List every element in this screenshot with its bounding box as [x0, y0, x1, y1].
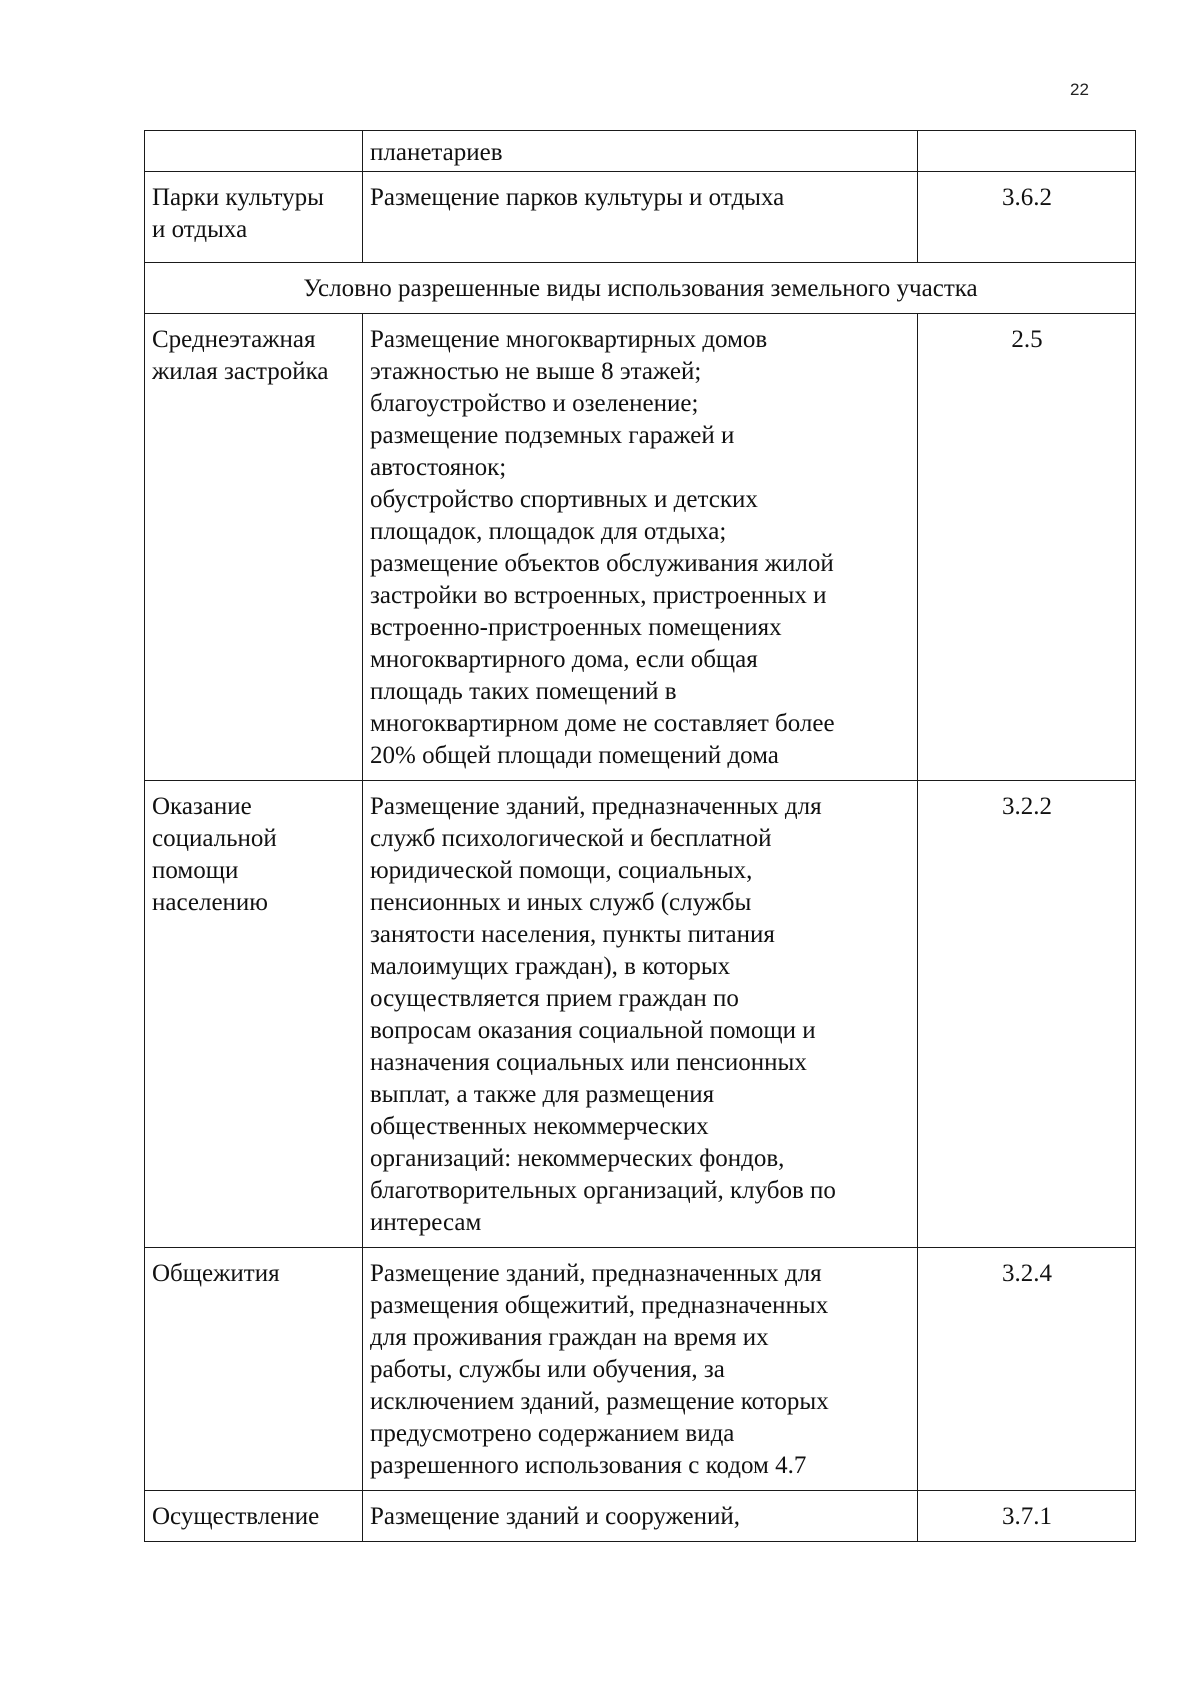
description-line: размещение подземных гаражей и	[370, 422, 735, 449]
description-line: встроенно-пристроенных помещениях	[370, 614, 782, 641]
description-line: благотворительных организаций, клубов по	[370, 1177, 836, 1204]
use-description-cell	[363, 131, 918, 172]
name-line: жилая застройка	[152, 358, 329, 385]
use-name-cell	[145, 1248, 363, 1491]
description-line: осуществляется прием граждан по	[370, 985, 739, 1012]
use-code-cell: 2.5	[918, 314, 1136, 781]
use-code-cell	[918, 131, 1136, 172]
table-body	[145, 131, 1136, 1542]
use-name-cell	[145, 172, 363, 263]
description-line: планетариев	[370, 139, 503, 166]
table-row	[145, 1248, 1136, 1491]
section-heading-row	[145, 263, 1136, 314]
name-line: Среднеэтажная	[152, 326, 316, 353]
use-code-cell: 3.6.2	[918, 172, 1136, 263]
use-name-cell	[145, 1491, 363, 1542]
description-line: малоимущих граждан), в которых	[370, 953, 731, 980]
use-name-cell	[145, 781, 363, 1248]
description-line: юридической помощи, социальных,	[370, 857, 753, 884]
table-row	[145, 314, 1136, 781]
description-line: занятости населения, пункты питания	[370, 921, 775, 948]
use-description-cell	[363, 1491, 918, 1542]
name-line: и отдыха	[152, 216, 248, 243]
description-line: работы, службы или обучения, за	[370, 1356, 725, 1383]
table-row-continuation	[145, 131, 1136, 172]
name-line: населению	[152, 889, 268, 916]
description-line: обустройство спортивных и детских	[370, 486, 758, 513]
description-line: Размещение парков культуры и отдыха	[370, 184, 785, 211]
description-line: для проживания граждан на время их	[370, 1324, 769, 1351]
description-line: многоквартирном доме не составляет более	[370, 710, 835, 737]
description-line: вопросам оказания социальной помощи и	[370, 1017, 816, 1044]
description-line: площадь таких помещений в	[370, 678, 677, 705]
description-line: исключением зданий, размещение которых	[370, 1388, 829, 1415]
description-line: предусмотрено содержанием вида	[370, 1420, 735, 1447]
land-use-table	[144, 130, 1136, 1542]
use-description-cell	[363, 314, 918, 781]
description-line: общественных некоммерческих	[370, 1113, 709, 1140]
description-line: служб психологической и бесплатной	[370, 825, 772, 852]
name-line: Общежития	[152, 1260, 280, 1287]
name-line: помощи	[152, 857, 239, 884]
page-number: 22	[1070, 80, 1089, 99]
name-line: Парки культуры	[152, 184, 324, 211]
name-line: Осуществление	[152, 1503, 320, 1530]
use-description-cell	[363, 781, 918, 1248]
description-line: площадок, площадок для отдыха;	[370, 518, 727, 545]
table-row	[145, 781, 1136, 1248]
description-line: Размещение зданий, предназначенных для	[370, 1260, 822, 1287]
description-line: этажностью не выше 8 этажей;	[370, 358, 702, 385]
table-row-parks	[145, 172, 1136, 263]
name-line: Оказание	[152, 793, 252, 820]
description-line: Размещение многоквартирных домов	[370, 326, 768, 353]
description-line: застройки во встроенных, пристроенных и	[370, 582, 827, 609]
description-line: интересам	[370, 1209, 482, 1236]
use-description-cell	[363, 1248, 918, 1491]
description-line: размещения общежитий, предназначенных	[370, 1292, 829, 1319]
description-line: назначения социальных или пенсионных	[370, 1049, 807, 1076]
description-line: Размещение зданий и сооружений,	[370, 1503, 741, 1530]
description-line: 20% общей площади помещений дома	[370, 742, 779, 769]
description-line: пенсионных и иных служб (службы	[370, 889, 752, 916]
description-line: благоустройство и озеленение;	[370, 390, 699, 417]
name-line: социальной	[152, 825, 277, 852]
use-code-cell: 3.2.2	[918, 781, 1136, 1248]
use-name-cell	[145, 131, 363, 172]
use-description-cell	[363, 172, 918, 263]
use-name-cell	[145, 314, 363, 781]
description-line: многоквартирного дома, если общая	[370, 646, 758, 673]
use-code-cell: 3.2.4	[918, 1248, 1136, 1491]
description-line: размещение объектов обслуживания жилой	[370, 550, 834, 577]
description-line: автостоянок;	[370, 454, 507, 481]
description-line: Размещение зданий, предназначенных для	[370, 793, 822, 820]
table-row	[145, 1491, 1136, 1542]
description-line: разрешенного использования с кодом 4.7	[370, 1452, 807, 1479]
section-heading: Условно разрешенные виды использования земельного участка	[145, 263, 1136, 314]
description-line: организаций: некоммерческих фондов,	[370, 1145, 785, 1172]
description-line: выплат, а также для размещения	[370, 1081, 715, 1108]
use-code-cell: 3.7.1	[918, 1491, 1136, 1542]
